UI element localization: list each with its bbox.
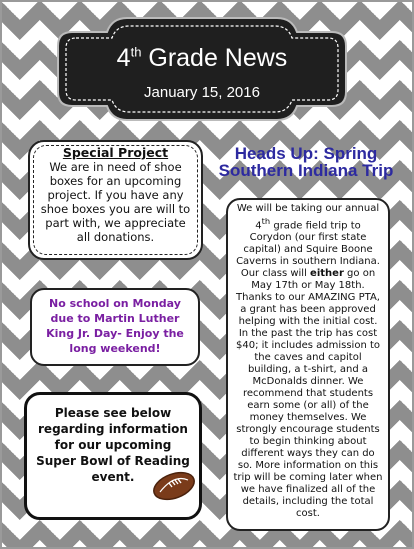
special-project-title: Special Project [62, 145, 169, 160]
issue-date: January 15, 2016 [144, 84, 260, 101]
page-title: 4th Grade News [116, 44, 288, 72]
special-project-box [28, 140, 203, 260]
reading-event-box [24, 392, 202, 520]
no-school-text: No school on Monday due to Martin Luther King Jr. Day- Enjoy the long weekend! [46, 297, 184, 355]
trip-details-text: We will be taking our annual 4th grade field trip to Corydon (our first state capital) and Squire Boone Caverns in southern Indiana. Our class will either go on May 17th or May 18th. Thanks to our AMAZING PTA, a grant has been approved helping with the initial cost. In the past the trip has cost $40; it includes admission to the caves and capitol building, a t-shirt, and a McDonalds dinner. We recommend that students earn some (or all) of the money themselves. We strongly encourage students to begin thinking about different ways they can do so. More information on this trip will be coming later when we have finalized all of the details, including the total cost. [233, 203, 383, 520]
trip-heading: Heads Up: Spring Southern Indiana Trip [218, 144, 394, 180]
special-project-text: We are in need of shoe boxes for an upcoming project. If you have any shoe boxes you are will to part with, we appreciate all donations. [40, 160, 191, 244]
newsletter-header [52, 14, 352, 124]
no-school-notice [30, 288, 200, 366]
trip-details-box [226, 198, 390, 531]
football-icon [151, 471, 197, 501]
reading-event-text: Please see below regarding information for our upcoming Super Bowl of Reading event. [36, 406, 190, 484]
